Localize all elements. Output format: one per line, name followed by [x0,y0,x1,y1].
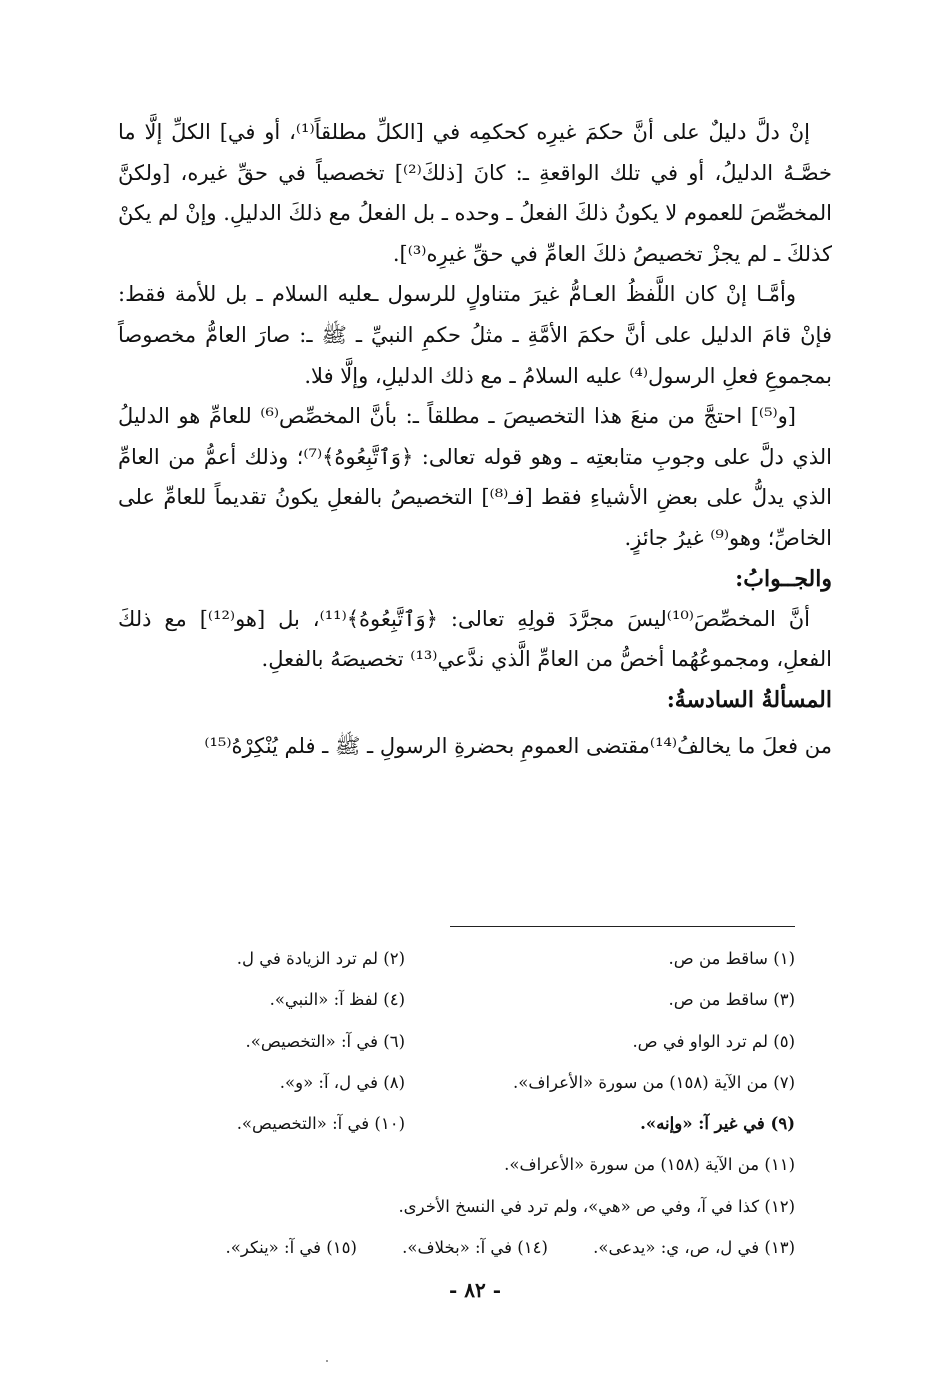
footnote-4: (٤) لفظ آ: «النبي». [269,990,405,1010]
footnote-12: (١٢) كذا في آ، وفي ص «هي»، ولم ترد في النسخ الأخرى. [398,1196,795,1216]
page-number: - ٨٢ - [448,1278,501,1302]
main-text [118,112,832,766]
footnote-13: (١٣) في ل، ص، ي: «يدعى». [593,1238,795,1258]
heading-issue-six: المسألةُ السادسةُ: [666,686,832,713]
heading-answer: والجــوابُ: [735,565,832,592]
footnote-14: (١٤) في آ: «بخلاف». [402,1238,548,1258]
footnote-separator [450,926,795,927]
paragraph-5: من فعلَ ما يخالفُ⁽¹⁴⁾مقتضى العمومِ بحضرةِ الرسولِ ـ ﷺ ـ فلم يُنْكِرْهُ⁽¹⁵⁾ [204,733,832,758]
footnote-15: (١٥) في آ: «ينكر». [225,1238,357,1258]
footnote-6: (٦) في آ: «التخصيص». [245,1031,405,1051]
footnote-5: (٥) لم ترد الواو في ص. [632,1031,795,1051]
footnote-2: (٢) لم ترد الزيادة في ل. [236,949,405,968]
footnote-10: (١٠) في آ: «التخصيص». [236,1114,405,1134]
paragraph-3: [و⁽⁵⁾] احتجَّ من منعَ هذا التخصيصَ ـ مطلقاً ـ: بأنَّ المخصِّص⁽⁶⁾ للعامِّ هو الدليلُ الذي دلَّ على وجوبِ متابعتِه ـ وهو قوله تعالى: ﴿وَٱتَّبِعُوهُ﴾⁽⁷⁾؛ وذلك أعمُّ من العامِّ الذي يدلُّ على بعضِ الأشياءِ فقط [فـ⁽⁸⁾] التخصيصُ بالفعلِ يكونُ تقديماً للعامِّ على الخاصِّ؛ وهو⁽⁹⁾ غيرُ جائزٍ. [118,404,833,550]
footnote-1: (١) ساقط من ص. [668,949,795,968]
footnote-11: (١١) من الآية (١٥٨) من سورة «الأعراف». [504,1155,795,1175]
footnote-9: (٩) في غير آ: «وإنه». [640,1114,795,1134]
paragraph-1: إنْ دلَّ دليلٌ على أنَّ حكمَ غيرِه كحكمِه في [الكلِّ مطلقاً⁽¹⁾، أو في] الكلِّ إلَّا ما خصَّـهُ الدليلُ، أو في تلك الواقعةِ ـ: كانَ [ذلكَ⁽²⁾] تخصصياً في حقِّ غيره، [ولكنَّ المخصِّصَ للعموم لا يكونُ ذلكَ الفعلُ ـ وحده ـ بل الفعلُ مع ذلكَ الدليلِ. وإنْ لم يكنْ كذلكَ ـ لم يجزْ تخصيصُ ذلكَ العامِّ في حقِّ غيرِه⁽³⁾]. [118,120,832,266]
footnote-8: (٨) في ل، آ: «و». [279,1072,405,1092]
footnote-3: (٣) ساقط من ص. [668,990,795,1010]
footnotes [115,938,795,1268]
footnote-row-13-15 [115,1227,795,1268]
paragraph-4: أنَّ المخصِّصَ⁽¹⁰⁾ليسَ مجرَّدَ قولِهِ تعالى: ﴿وَٱتَّبِعُوهُ﴾⁽¹¹⁾، بل [هو⁽¹²⁾] مع ذلكَ الفعلِ، ومجموعُهُما أخصُّ من العامِّ الَّذي ندَّعي⁽¹³⁾ تخصيصَهُ بالفعلِ. [118,606,832,672]
paragraph-2: وأمَّـا إنْ كان اللَّفظُ العـامُّ غيرَ متناولٍ للرسول ـعليه السلام ـ بل للأمة فقط: فإنْ قامَ الدليل على أنَّ حكمَ الأمَّةِ ـ مثلُ حكمِ النبيِّ ـ ﷺ ـ: صارَ العامُّ مخصوصاً بمجموعِ فعلِ الرسول⁽⁴⁾ عليه السلامُ ـ مع ذلك الدليلِ، وإلَّا فلا. [118,282,832,388]
footnote-7: (٧) من الآية (١٥٨) من سورة «الأعراف». [513,1072,795,1092]
scan-speck [326,1360,328,1362]
